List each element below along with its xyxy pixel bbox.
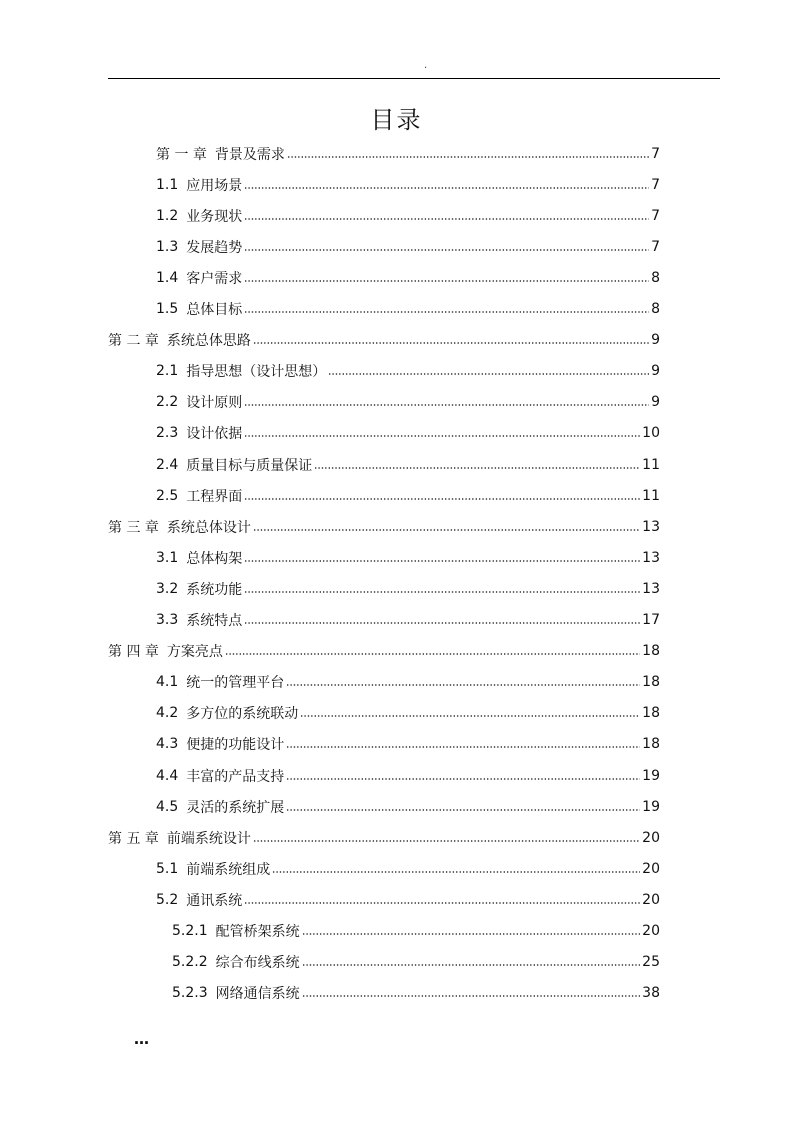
toc-entry-number: 1.1 bbox=[156, 176, 179, 193]
dot-leader bbox=[253, 342, 649, 344]
toc-entry[interactable] bbox=[108, 325, 660, 356]
toc-entry-label: 便捷的功能设计 bbox=[186, 737, 285, 754]
toc-entry-number: 第 五 章 bbox=[108, 830, 159, 847]
toc-entry-number: 3.3 bbox=[156, 612, 179, 628]
toc-entry-number: 5.2.1 bbox=[172, 923, 208, 939]
toc-entry-label: 网络通信系统 bbox=[215, 986, 300, 1003]
dot-leader bbox=[302, 964, 641, 966]
toc-entry[interactable] bbox=[156, 573, 660, 604]
dot-leader bbox=[244, 311, 649, 313]
toc-entry[interactable] bbox=[108, 822, 660, 853]
toc-entry-page: 8 bbox=[651, 301, 660, 317]
toc-entry-label: 发展趋势 bbox=[186, 239, 243, 256]
continuation-ellipsis: … bbox=[134, 1030, 150, 1048]
toc-entry-label: 总体目标 bbox=[186, 302, 243, 318]
toc-entry-label: 质量目标与质量保证 bbox=[186, 457, 313, 474]
toc-entry-label: 客户需求 bbox=[186, 270, 243, 287]
toc-entry-number: 4.2 bbox=[156, 705, 179, 722]
toc-entry-number: 第 三 章 bbox=[108, 519, 159, 536]
dot-leader bbox=[244, 249, 649, 251]
toc-entry[interactable] bbox=[156, 667, 660, 698]
toc-entry[interactable] bbox=[156, 449, 660, 480]
toc-entry-page: 10 bbox=[642, 425, 660, 442]
toc-entry-label: 系统总体思路 bbox=[166, 333, 251, 350]
toc-entry[interactable] bbox=[172, 978, 660, 1009]
toc-entry-number: 2.3 bbox=[156, 425, 179, 442]
toc-entry[interactable] bbox=[156, 294, 660, 325]
toc-entry-page: 38 bbox=[642, 985, 660, 1002]
toc-entry-page: 20 bbox=[642, 829, 660, 846]
toc-entry-label: 背景及需求 bbox=[214, 146, 285, 163]
toc-entry-number: 4.4 bbox=[156, 767, 179, 784]
dot-leader bbox=[286, 809, 640, 811]
dot-leader bbox=[253, 840, 640, 842]
dot-leader bbox=[253, 529, 640, 531]
dot-leader bbox=[272, 871, 640, 873]
toc-entry-number: 4.3 bbox=[156, 736, 179, 753]
dot-leader bbox=[244, 404, 649, 406]
toc-entry-page: 20 bbox=[642, 923, 660, 939]
toc-entry-page: 9 bbox=[651, 394, 660, 411]
toc-entry[interactable] bbox=[108, 636, 660, 667]
toc-entry[interactable] bbox=[172, 947, 660, 978]
toc-entry-page: 18 bbox=[642, 643, 660, 660]
toc-entry-page: 20 bbox=[642, 860, 660, 877]
toc-entry-page: 18 bbox=[642, 674, 660, 691]
toc-entry-number: 2.5 bbox=[156, 487, 179, 504]
toc-entry[interactable] bbox=[156, 884, 660, 915]
toc-entry-page: 8 bbox=[651, 269, 660, 286]
dot-leader bbox=[244, 560, 640, 562]
toc-entry-number: 4.5 bbox=[156, 798, 179, 815]
dot-leader bbox=[286, 778, 640, 780]
dot-leader bbox=[244, 498, 640, 500]
toc-entry[interactable] bbox=[156, 138, 660, 169]
toc-entry-page: 19 bbox=[642, 798, 660, 815]
toc-entry-page: 11 bbox=[642, 487, 660, 504]
toc-entry-number: 1.5 bbox=[156, 301, 179, 317]
toc-entry[interactable] bbox=[156, 605, 660, 636]
dot-leader bbox=[244, 435, 640, 437]
toc-entry-number: 4.1 bbox=[156, 674, 179, 691]
toc-entry-label: 指导思想（设计思想） bbox=[186, 364, 327, 381]
toc-entry-number: 第 一 章 bbox=[156, 146, 207, 163]
toc-entry-number: 第 二 章 bbox=[108, 333, 159, 350]
toc-entry-page: 7 bbox=[651, 238, 660, 255]
toc-entry-number: 5.1 bbox=[156, 860, 179, 877]
toc-entry-page: 19 bbox=[642, 767, 660, 784]
toc-entry[interactable] bbox=[156, 853, 660, 884]
dot-leader bbox=[328, 373, 649, 375]
toc-entry[interactable] bbox=[156, 169, 660, 200]
toc-entry-page: 20 bbox=[642, 891, 660, 908]
toc-entry-page: 9 bbox=[651, 332, 660, 349]
toc-entry[interactable] bbox=[172, 916, 660, 947]
dot-leader bbox=[287, 156, 649, 158]
toc-entry[interactable] bbox=[156, 200, 660, 231]
dot-leader bbox=[302, 995, 641, 997]
toc-entry-number: 2.2 bbox=[156, 394, 179, 411]
dot-leader bbox=[314, 467, 640, 469]
toc-entry-page: 13 bbox=[642, 549, 660, 566]
toc-entry-label: 工程界面 bbox=[186, 488, 243, 505]
toc-entry-label: 设计依据 bbox=[186, 426, 243, 443]
toc-entry-page: 7 bbox=[651, 207, 660, 224]
toc-entry[interactable] bbox=[156, 698, 660, 729]
toc-entry-number: 5.2 bbox=[156, 891, 179, 908]
toc-entry[interactable] bbox=[156, 418, 660, 449]
header-rule bbox=[108, 78, 720, 79]
toc-entry-label: 总体构架 bbox=[186, 550, 243, 567]
toc-entry-page: 17 bbox=[642, 612, 660, 628]
toc-entry-page: 7 bbox=[651, 176, 660, 193]
toc-entry-label: 方案亮点 bbox=[166, 644, 223, 661]
toc-entry-label: 系统总体设计 bbox=[166, 519, 251, 536]
toc-entry-number: 5.2.2 bbox=[172, 954, 208, 971]
toc-entry-number: 3.2 bbox=[156, 580, 179, 597]
toc-entry-label: 前端系统设计 bbox=[166, 830, 251, 847]
toc-entry[interactable] bbox=[156, 791, 660, 822]
dot-leader bbox=[244, 591, 640, 593]
toc-entry-number: 1.2 bbox=[156, 207, 179, 224]
dot-leader bbox=[244, 622, 640, 624]
toc-entry[interactable] bbox=[156, 729, 660, 760]
toc-entry-label: 多方位的系统联动 bbox=[186, 706, 299, 723]
toc-entry-page: 11 bbox=[642, 456, 660, 473]
toc-entry[interactable] bbox=[156, 356, 660, 387]
toc-entry-label: 业务现状 bbox=[186, 208, 243, 225]
toc-entry-page: 18 bbox=[642, 736, 660, 753]
toc-entry-label: 通讯系统 bbox=[186, 892, 243, 909]
dot-leader bbox=[286, 746, 640, 748]
toc-entry-number: 1.4 bbox=[156, 269, 179, 286]
toc-entry-number: 2.4 bbox=[156, 456, 179, 473]
toc-entry-label: 系统特点 bbox=[186, 613, 243, 629]
toc-entry-label: 系统功能 bbox=[186, 581, 243, 598]
toc-entry[interactable] bbox=[156, 231, 660, 262]
toc-entry-label: 配管桥架系统 bbox=[215, 924, 300, 940]
dot-leader bbox=[244, 280, 649, 282]
toc-entry-page: 7 bbox=[651, 145, 660, 162]
dot-leader bbox=[300, 715, 640, 717]
toc-entry-label: 设计原则 bbox=[186, 395, 243, 412]
toc-entry-label: 灵活的系统扩展 bbox=[186, 799, 285, 816]
toc-entry-page: 13 bbox=[642, 518, 660, 535]
toc-entry-label: 应用场景 bbox=[186, 177, 243, 194]
toc-entry-label: 综合布线系统 bbox=[215, 955, 300, 972]
toc-entry[interactable] bbox=[156, 542, 660, 573]
toc-title: 目录 bbox=[370, 106, 423, 134]
dot-leader bbox=[244, 218, 649, 220]
toc-entry-label: 丰富的产品支持 bbox=[186, 768, 285, 785]
toc-entry-page: 18 bbox=[642, 705, 660, 722]
toc-entry-label: 统一的管理平台 bbox=[186, 675, 285, 692]
toc-entry[interactable] bbox=[156, 480, 660, 511]
toc-entry-page: 13 bbox=[642, 580, 660, 597]
toc-entry-number: 5.2.3 bbox=[172, 985, 208, 1002]
toc-entry-number: 2.1 bbox=[156, 363, 179, 380]
dot-leader bbox=[244, 902, 640, 904]
dot-leader bbox=[286, 684, 640, 686]
header-mark: . bbox=[424, 60, 428, 71]
dot-leader bbox=[244, 187, 649, 189]
toc-entry-label: 前端系统组成 bbox=[186, 861, 271, 878]
dot-leader bbox=[225, 653, 640, 655]
toc-entry[interactable] bbox=[156, 760, 660, 791]
toc-entry-number: 3.1 bbox=[156, 549, 179, 566]
toc-entry[interactable] bbox=[156, 262, 660, 293]
toc-entry-page: 25 bbox=[642, 954, 660, 971]
toc-entry[interactable] bbox=[108, 511, 660, 542]
toc-entry-number: 第 四 章 bbox=[108, 644, 159, 661]
toc-entry[interactable] bbox=[156, 387, 660, 418]
dot-leader bbox=[302, 933, 641, 935]
toc-entry-page: 9 bbox=[651, 363, 660, 380]
toc-entry-number: 1.3 bbox=[156, 238, 179, 255]
